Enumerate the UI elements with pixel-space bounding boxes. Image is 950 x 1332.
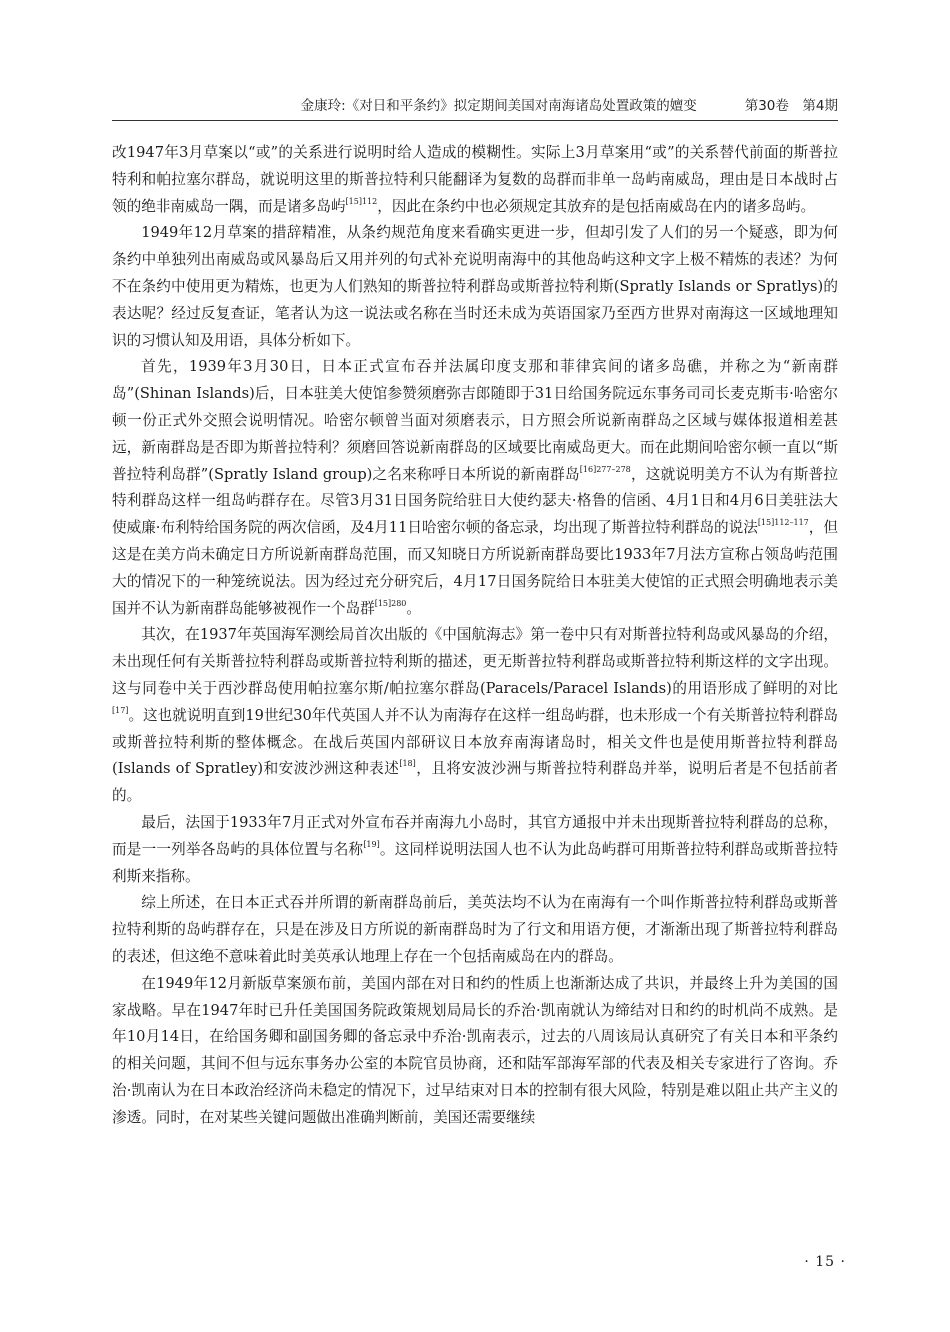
text-segment: ，因此在条约中也必须规定其放弃的是包括南威岛在内的诸多岛屿。 bbox=[377, 197, 816, 215]
text-segment: 综上所述，在日本正式吞并所谓的新南群岛前后，美英法均不认为在南海有一个叫作斯普拉特利群岛或斯普拉特利斯的岛屿群存在，只是在涉及日方所说的新南群岛时为了行文和用语方便，才渐渐出现了斯普拉特利群岛的表述，但这绝不意味着此时美英承认地理上存在一个包括南威岛在内的群岛。 bbox=[112, 894, 838, 965]
text-segment: 。 bbox=[406, 599, 422, 617]
text-segment: 首先，1939年3月30日，日本正式宣布吞并法属印度支那和菲律宾间的诸多岛礁，并称之为“新南群岛”(Shinan Islands)后，日本驻美大使馆参赞须磨弥吉郎随即于31日给国务院远东事务司司长麦克斯韦·哈密尔顿一份正式外交照会说明情况。哈密尔顿曾当面对须磨表示，日方照会所说新南群岛之区域与媒体报道相差甚远，新南群岛是否即为斯普拉特利？须磨回答说新南群岛的区域要比南威岛更大。而在此期间哈密尔顿一直以“斯普拉特利岛群”(Spratly Island group)之名来称呼日本所说的新南群岛 bbox=[112, 358, 838, 483]
header-rule bbox=[112, 120, 838, 121]
running-header bbox=[112, 92, 838, 114]
running-header-issue: 第30卷 第4期 bbox=[744, 98, 838, 114]
paragraph-continued bbox=[112, 140, 838, 220]
paragraph bbox=[112, 971, 838, 1132]
paragraph bbox=[112, 890, 838, 970]
paragraph bbox=[112, 622, 838, 810]
text-segment: 。这也就说明直到19世纪30年代英国人并不认为南海存在这样一组岛屿群，也未形成一个有关斯普拉特利群岛或斯普拉特利斯的整体概念。在战后英国内部研议日本放弃南海诸岛时，相关文件也是使用斯普拉特利群岛(Islands of Spratley)和安波沙洲这种表述 bbox=[112, 706, 838, 778]
page-number: · 15 · bbox=[804, 1254, 846, 1270]
text-segment: 。这同样说明法国人也不认为此岛屿群可用斯普拉特利群岛或斯普拉特利斯来指称。 bbox=[112, 840, 838, 885]
citation-ref: [15]112–117 bbox=[757, 518, 809, 528]
text-segment: 在1949年12月新版草案颁布前，美国内部在对日和约的性质上也渐渐达成了共识，并最终上升为美国的国家战略。早在1947年时已升任美国国务院政策规划局局长的乔治·凯南就认为缔结对日和约的时机尚不成熟。是年10月14日，在给国务卿和副国务卿的备忘录中乔治·凯南表示，过去的八周该局认真研究了有关日本和平条约的相关问题，其间不但与远东事务办公室的本院官员协商，还和陆军部海军部的代表及相关专家进行了咨询。乔治·凯南认为在日本政治经济尚未稳定的情况下，过早结束对日本的控制有很大风险，特别是难以阻止共产主义的渗透。同时，在对某些关键问题做出准确判断前，美国还需要继续 bbox=[112, 974, 838, 1126]
text-segment: 其次，在1937年英国海军测绘局首次出版的《中国航海志》第一卷中只有对斯普拉特利岛或风暴岛的介绍，未出现任何有关斯普拉特利群岛或斯普拉特利斯的描述，更无斯普拉特利群岛或斯普拉特利斯这样的文字出现。这与同卷中关于西沙群岛使用帕拉塞尔斯/帕拉塞尔群岛(Paracels/Paracel Islands)的用语形成了鲜明的对比 bbox=[112, 626, 838, 697]
text-segment: ，但这是在美方尚未确定日方所说新南群岛范围，而又知晓日方所说新南群岛要比1933年7月法方宣称占领岛屿范围大的情况下的一种笼统说法。因为经过充分研究后，4月17日国务院给日本驻美大使馆的正式照会明确地表示美国并不认为新南群岛能够被视作一个岛群 bbox=[112, 519, 838, 617]
paragraph bbox=[112, 220, 838, 354]
citation-ref: [18] bbox=[399, 759, 416, 769]
text-segment: 改1947年3月草案以“或”的关系进行说明时给人造成的模糊性。实际上3月草案用“或”的关系替代前面的斯普拉特利和帕拉塞尔群岛，就说明这里的斯普拉特利只能翻译为复数的岛群而非单一岛屿南威岛，理由是日本战时占领的绝非南威岛一隅，而是诸多岛屿 bbox=[112, 144, 838, 215]
article-body bbox=[112, 140, 838, 1131]
text-segment: ，且将安波沙洲与斯普拉特利群岛并举，说明后者是不包括前者的。 bbox=[112, 760, 838, 805]
running-header-title: 金康玲:《对日和平条约》拟定期间美国对南海诸岛处置政策的嬗变 bbox=[300, 98, 697, 114]
citation-ref: [17] bbox=[112, 705, 129, 715]
text-segment: 1949年12月草案的措辞精准，从条约规范角度来看确实更进一步，但却引发了人们的另一个疑惑，即为何条约中单独列出南威岛或风暴岛后又用并列的句式补充说明南海中的其他岛屿这种文字上极不精炼的表述？为何不在条约中使用更为精炼，也更为人们熟知的斯普拉特利群岛或斯普拉特利斯(Spratly Islands or Spratlys)的表达呢？经过反复查证，笔者认为这一说法或名称在当时还未成为英语国家乃至西方世界对南海这一区域地理知识的习惯认知及用语，具体分析如下。 bbox=[112, 224, 838, 349]
citation-ref: [15]280 bbox=[374, 598, 407, 608]
text-segment: ，这就说明美方不认为有斯普拉特利群岛这样一组岛屿群存在。尽管3月31日国务院给驻日大使约瑟夫·格鲁的信函、4月1日和4月6日美驻法大使威廉·布利特给国务院的两次信函，及4月11日哈密尔顿的备忘录，均出现了斯普拉特利群岛的说法 bbox=[112, 465, 838, 537]
citation-ref: [15]112 bbox=[345, 196, 378, 206]
citation-ref: [19] bbox=[363, 839, 380, 849]
text-segment: 最后，法国于1933年7月正式对外宣布吞并南海九小岛时，其官方通报中并未出现斯普拉特利群岛的总称，而是一一列举各岛屿的具体位置与名称 bbox=[112, 813, 838, 858]
paragraph bbox=[112, 354, 838, 622]
paragraph bbox=[112, 810, 838, 890]
citation-ref: [16]277–278 bbox=[579, 464, 631, 474]
